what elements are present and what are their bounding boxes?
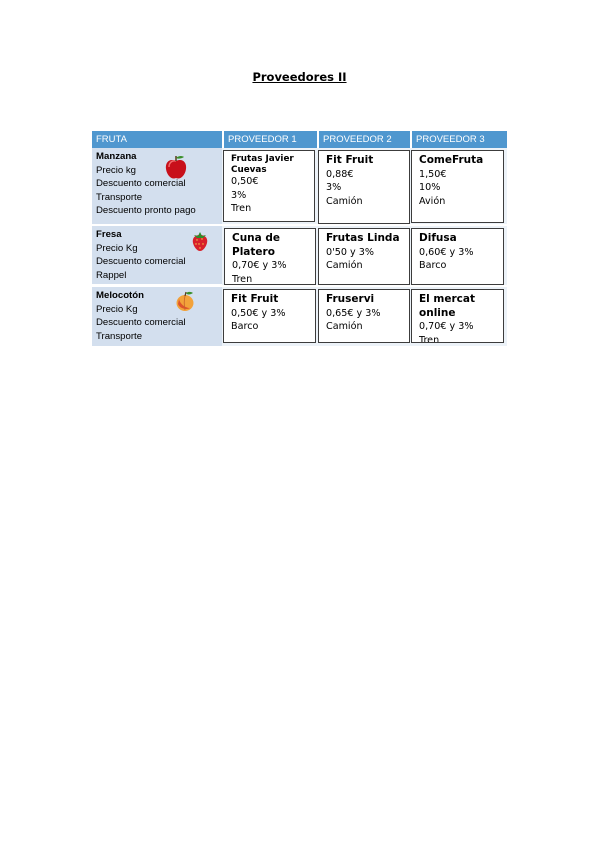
supplier-detail: 0,70€ y 3% (419, 321, 474, 332)
header-proveedor-1: PROVEEDOR 1 (222, 131, 317, 148)
supplier-name: Fruservi (326, 293, 375, 305)
supplier-card (318, 150, 410, 224)
supplier-card (318, 289, 410, 343)
supplier-detail: 1,50€ (419, 168, 447, 180)
fruit-attribute: Precio Kg (96, 242, 138, 254)
supplier-card (411, 228, 504, 285)
supplier-name: Fit Fruit (231, 293, 279, 305)
supplier-detail: 0,50€ y 3% (231, 307, 286, 319)
supplier-detail: 0'50 y 3% (326, 246, 374, 258)
fruit-name: Melocotón (96, 290, 144, 301)
supplier-name: Frutas Linda (326, 232, 400, 244)
header-fruta: FRUTA (92, 131, 222, 148)
supplier-detail: 10% (419, 182, 441, 193)
fruit-attribute: Descuento comercial (96, 256, 186, 268)
supplier-detail: 0,50€ (231, 176, 259, 187)
supplier-detail: 3% (326, 182, 342, 193)
supplier-card (223, 150, 315, 222)
supplier-name: Difusa (419, 232, 457, 244)
fruit-attribute: Transporte (96, 330, 143, 342)
supplier-card (411, 289, 504, 343)
page-title: Proveedores II (252, 70, 347, 84)
supplier-detail: Tren (419, 334, 440, 343)
fruit-attribute: Transporte (96, 191, 143, 203)
fruit-attribute: Rappel (96, 269, 127, 281)
suppliers-table (92, 131, 507, 346)
strawberry-icon (191, 230, 209, 252)
fruit-attribute: Descuento comercial (96, 178, 186, 190)
fruit-name: Manzana (96, 151, 137, 162)
supplier-card (318, 228, 410, 285)
supplier-detail: 0,88€ (326, 168, 354, 180)
supplier-card (224, 228, 316, 285)
supplier-detail: 0,70€ y 3% (232, 260, 287, 271)
fruit-attribute: Descuento comercial (96, 317, 186, 329)
fruit-attribute: Descuento pronto pago (96, 205, 196, 217)
supplier-name: ComeFruta (419, 154, 484, 166)
fruit-cell-melocoton (92, 287, 222, 346)
apple-icon (164, 154, 188, 180)
supplier-detail: 3% (231, 189, 247, 201)
supplier-name: Fit Fruit (326, 154, 374, 166)
supplier-detail: Tren (232, 273, 253, 285)
supplier-detail: 0,60€ y 3% (419, 246, 474, 258)
supplier-detail: 0,65€ y 3% (326, 307, 381, 319)
fruit-cell-manzana (92, 148, 222, 224)
header-proveedor-2: PROVEEDOR 2 (317, 131, 410, 148)
supplier-card (411, 150, 504, 223)
fruit-attribute: Precio Kg (96, 303, 138, 315)
supplier-detail: Barco (419, 260, 447, 271)
supplier-name: Frutas Javier Cuevas (231, 154, 294, 175)
fruit-attribute: Precio kg (96, 164, 136, 176)
supplier-name: El mercat online (419, 293, 475, 319)
supplier-detail: Barco (231, 321, 259, 332)
supplier-card (223, 289, 316, 343)
supplier-detail: Avión (419, 195, 446, 207)
peach-icon (175, 290, 195, 312)
supplier-detail: Camión (326, 260, 363, 271)
header-proveedor-3: PROVEEDOR 3 (410, 131, 507, 148)
supplier-detail: Camión (326, 321, 363, 332)
supplier-name: Cuna de Platero (232, 232, 281, 258)
supplier-detail: Camión (326, 195, 363, 207)
supplier-detail: Tren (231, 203, 252, 214)
fruit-name: Fresa (96, 229, 122, 240)
